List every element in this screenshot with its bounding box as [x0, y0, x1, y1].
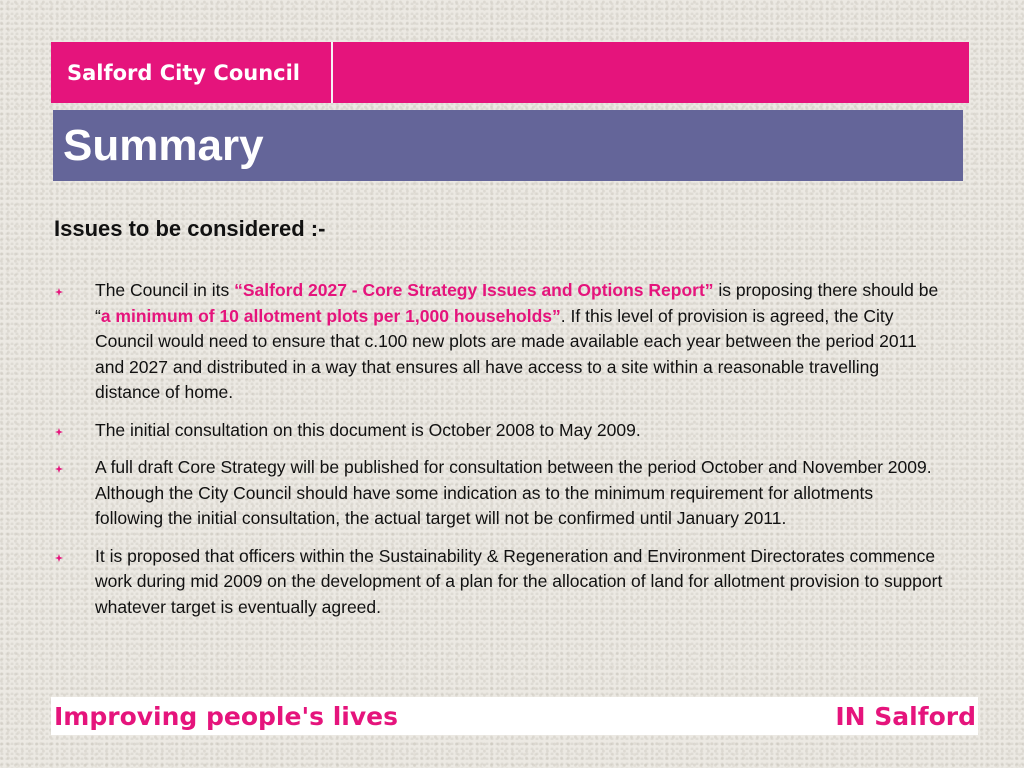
list-item: [54, 418, 944, 444]
diamond-bullet-icon: [54, 427, 64, 437]
diamond-bullet-icon: [54, 287, 64, 297]
list-item: [54, 278, 944, 406]
page-title: Summary: [63, 120, 264, 170]
bullet-text: The Council in its “Salford 2027 - Core Strategy Issues and Options Report” is proposing there should be “a minimum of 10 allotment plots per 1,000 households”. If this level of provision is agreed, the City Council would need to ensure that c.100 new plots are made available each year between the period 2011 and 2027 and distributed in a way that ensures all have access to a site within a reasonable travelling distance of home.: [95, 280, 939, 402]
title-bar: [53, 110, 963, 181]
footer-location: IN Salford: [835, 701, 976, 731]
bullet-list: [54, 278, 944, 632]
bullet-text: The initial consultation on this document is October 2008 to May 2009.: [95, 419, 641, 440]
list-item: [54, 544, 944, 621]
bullet-text: A full draft Core Strategy will be published for consultation between the period October and November 2009. Although the City Council should have some indication as to the minimum requirement for allotments following the initial consultation, the actual target will not be confirmed until January 2011.: [95, 457, 932, 528]
footer-slogan: Improving people's lives: [54, 701, 398, 731]
header-bar: [51, 42, 969, 103]
section-heading: Issues to be considered :-: [54, 216, 326, 241]
diamond-bullet-icon: [54, 553, 64, 563]
footer-banner: [51, 697, 978, 735]
council-logo: Salford City Council: [51, 42, 333, 103]
diamond-bullet-icon: [54, 464, 64, 474]
list-item: [54, 455, 944, 532]
bullet-text: It is proposed that officers within the Sustainability & Regeneration and Environment Directorates commence work during mid 2009 on the development of a plan for the allocation of land for allotment provision to support whatever target is eventually agreed.: [95, 545, 943, 617]
